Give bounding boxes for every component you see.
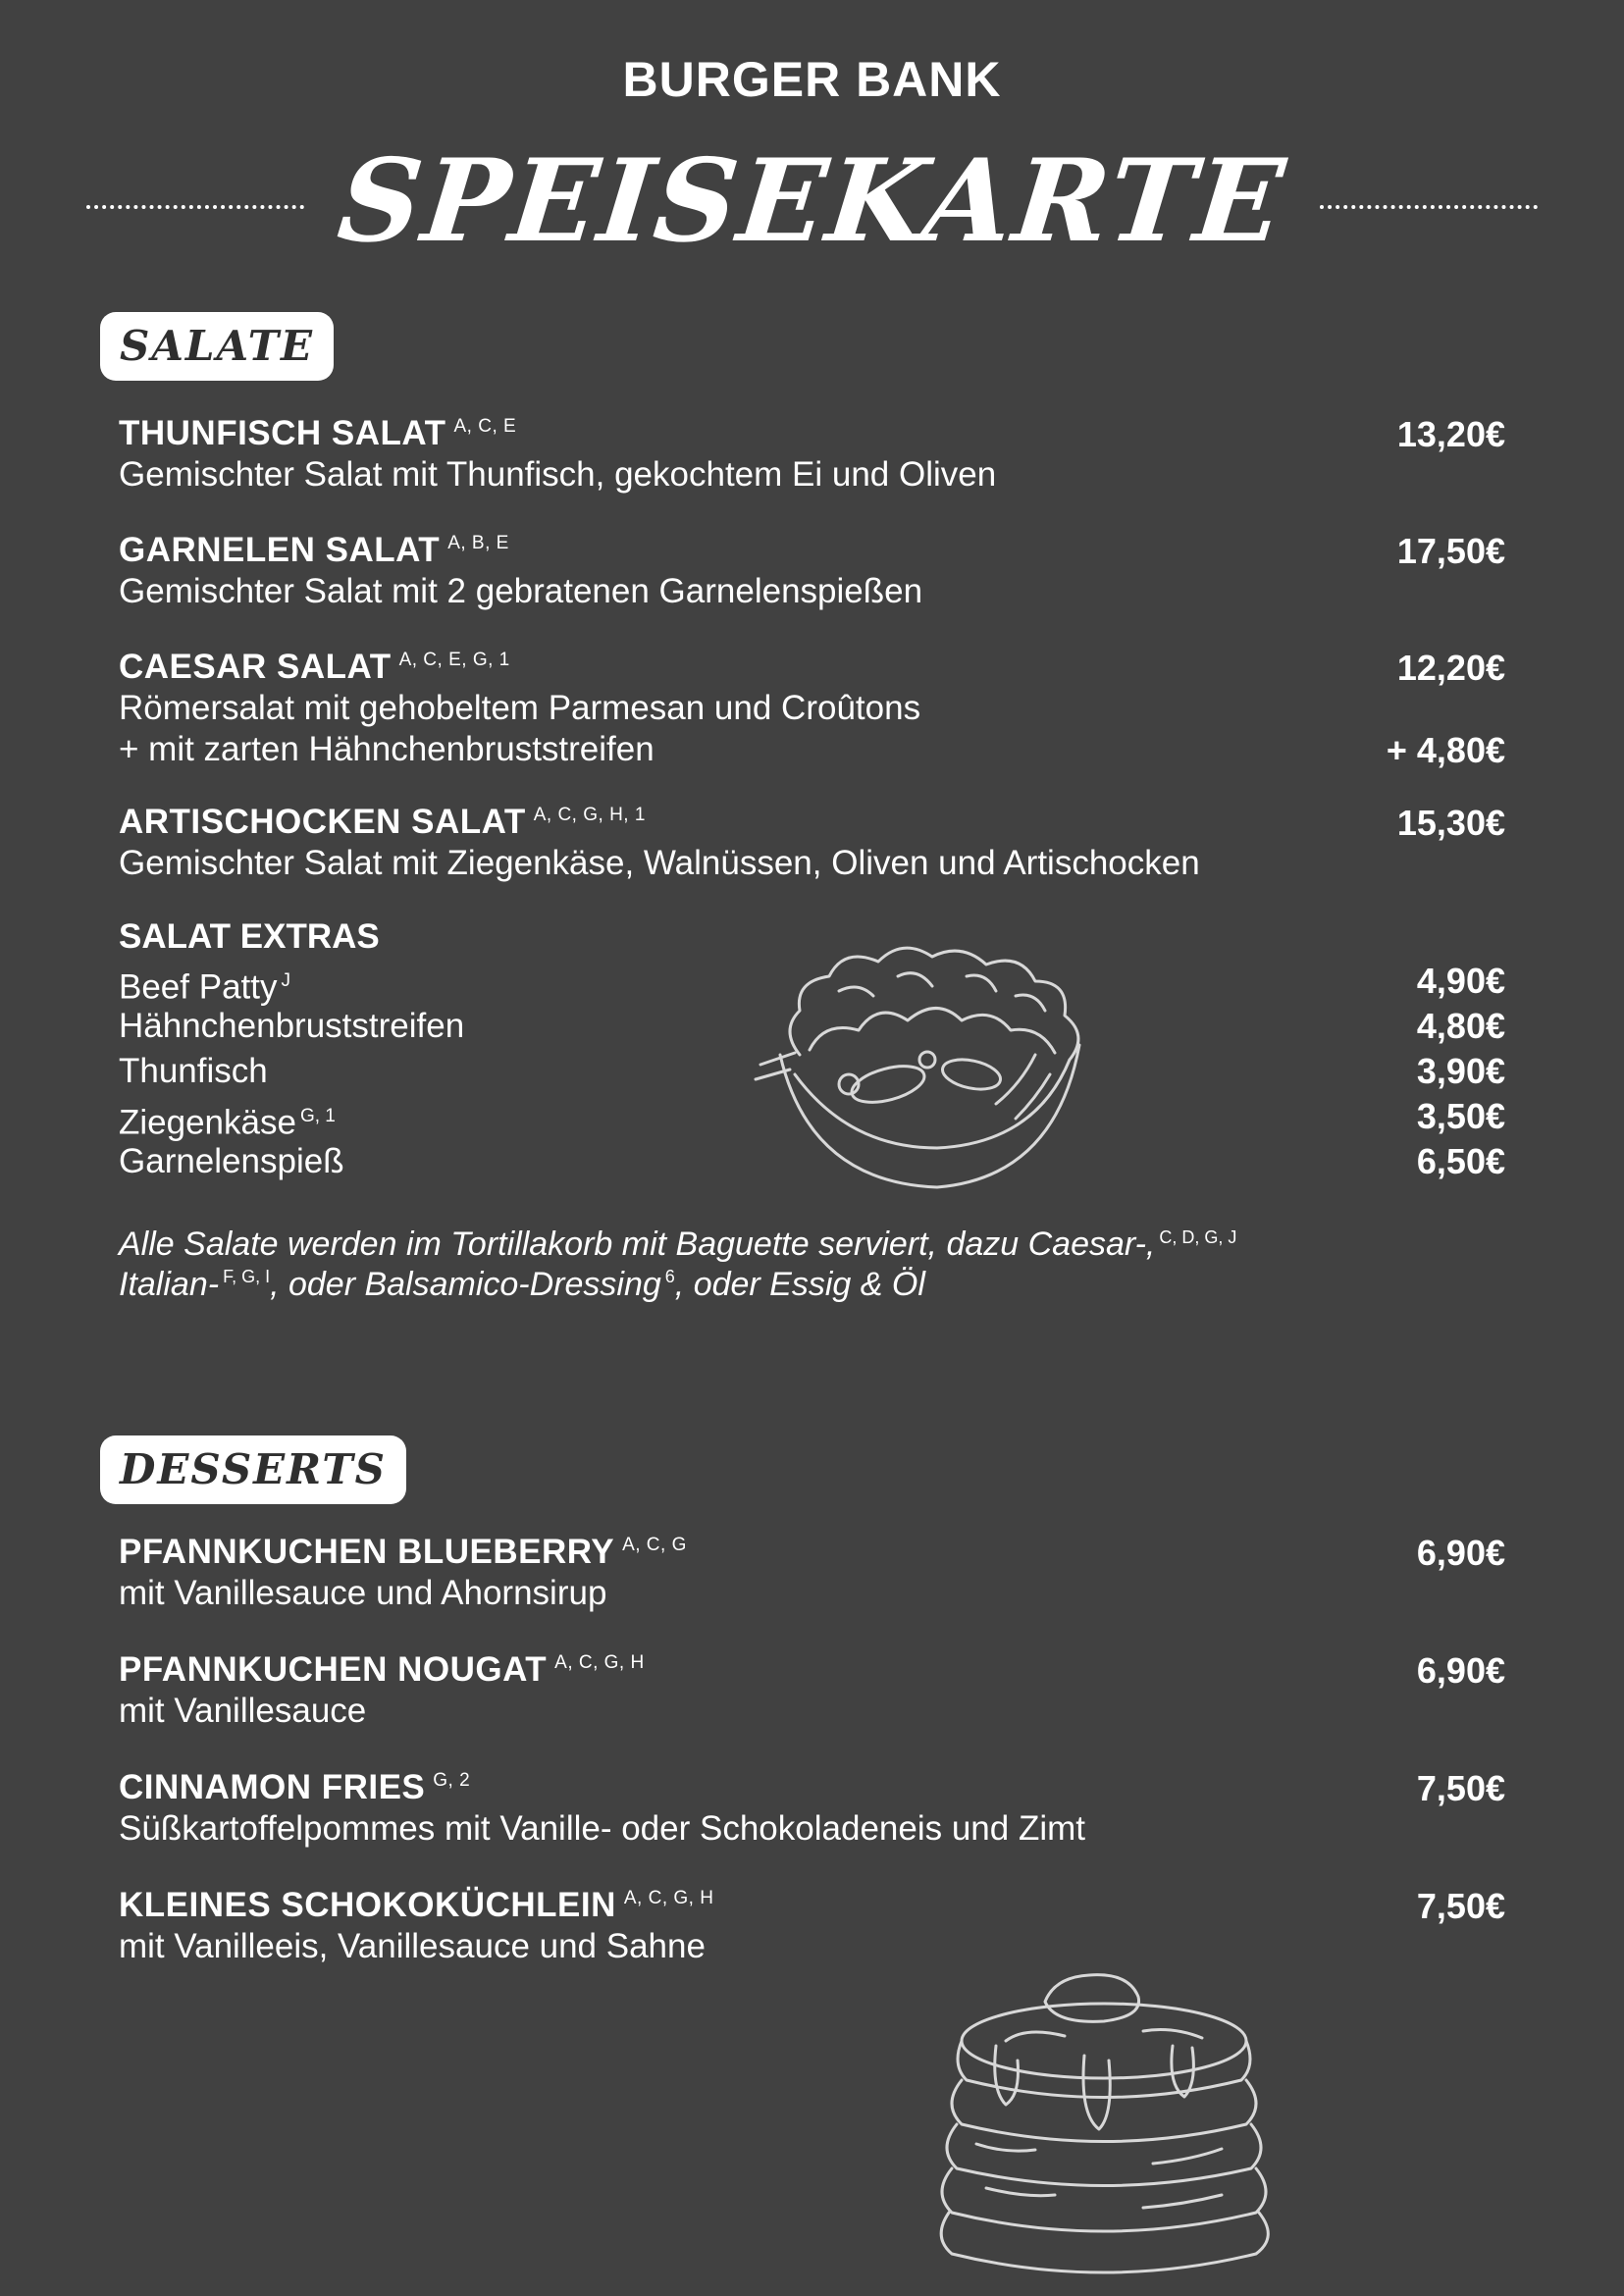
allergen-codes: C, D, G, J: [1159, 1226, 1237, 1247]
item-name: CAESAR SALAT: [119, 648, 392, 686]
extra-price: 4,90€: [1416, 961, 1505, 1001]
note-text: , oder Balsamico-Dressing: [270, 1265, 661, 1303]
extra-price: 4,80€: [1416, 1006, 1505, 1046]
item-price: 15,30€: [1396, 803, 1505, 843]
title-row: [86, 134, 1538, 268]
menu-item: [119, 1768, 1505, 1849]
note-text: Alle Salate werden im Tortillakorb mit Baguette serviert, dazu Caesar-,: [119, 1226, 1156, 1263]
extra-name: Ziegenkäse: [119, 1103, 296, 1142]
allergen-codes: G, 1: [299, 1106, 336, 1126]
salad-bowl-icon: [741, 937, 1104, 1192]
item-description: Gemischter Salat mit 2 gebratenen Garnelenspießen: [119, 572, 923, 610]
item-name: CINNAMON FRIES: [119, 1768, 426, 1806]
allergen-codes: A, C, G: [622, 1535, 687, 1556]
addon-price: + 4,80€: [1386, 730, 1505, 771]
brand-name: BURGER BANK: [622, 52, 1002, 107]
extra-name: Thunfisch: [119, 1052, 268, 1090]
item-description: Römersalat mit gehobeltem Parmesan und Croûtons: [119, 689, 921, 727]
title-divider-left: [86, 205, 304, 209]
item-name: PFANNKUCHEN NOUGAT: [119, 1650, 548, 1689]
menu-item: [119, 414, 1505, 495]
pancake-stack-icon: [908, 1967, 1300, 2286]
extra-price: 6,50€: [1416, 1141, 1505, 1181]
menu-item: [119, 1650, 1505, 1731]
item-description: mit Vanillesauce und Ahornsirup: [119, 1574, 607, 1612]
item-price: 6,90€: [1416, 1533, 1505, 1573]
item-price: 12,20€: [1396, 648, 1505, 688]
item-name: KLEINES SCHOKOKÜCHLEIN: [119, 1886, 616, 1924]
extra-name: Beef Patty: [119, 967, 278, 1007]
section-badge-desserts: DESSERTS: [100, 1435, 406, 1504]
item-name: GARNELEN SALAT: [119, 531, 441, 569]
item-name: ARTISCHOCKEN SALAT: [119, 803, 526, 841]
note-text: Italian-: [119, 1265, 220, 1303]
extra-name: Garnelenspieß: [119, 1142, 344, 1180]
allergen-codes: A, C, G, H: [554, 1652, 645, 1674]
section-badge-salate: SALATE: [100, 312, 334, 381]
item-description: Süßkartoffelpommes mit Vanille- oder Schokoladeneis und Zimt: [119, 1809, 1085, 1848]
extra-name: Hähnchenbruststreifen: [119, 1007, 465, 1045]
allergen-codes: G, 2: [433, 1770, 471, 1792]
item-description: Gemischter Salat mit Ziegenkäse, Walnüssen, Oliven und Artischocken: [119, 844, 1200, 882]
allergen-codes: A, C, G, H: [623, 1888, 714, 1909]
item-price: 7,50€: [1416, 1768, 1505, 1808]
menu-item: [119, 531, 1505, 611]
note-text: , oder Essig & Öl: [674, 1265, 925, 1303]
extras-title: SALAT EXTRAS: [119, 917, 380, 956]
allergen-codes: F, G, I: [223, 1267, 271, 1287]
menu-item: [119, 803, 1505, 883]
menu-item: [119, 1533, 1505, 1613]
addon-description: + mit zarten Hähnchenbruststreifen: [119, 730, 655, 769]
item-addon: [119, 730, 1505, 769]
allergen-codes: 6: [664, 1267, 675, 1287]
item-description: mit Vanilleeis, Vanillesauce und Sahne: [119, 1927, 706, 1965]
item-description: mit Vanillesauce: [119, 1692, 367, 1730]
allergen-codes: A, C, E, G, 1: [398, 650, 510, 671]
menu-item: [119, 648, 1505, 770]
extra-price: 3,50€: [1416, 1096, 1505, 1136]
extra-price: 3,90€: [1416, 1051, 1505, 1091]
menu-item: [119, 1886, 1505, 1966]
dressing-note: [119, 1225, 1408, 1305]
item-price: 17,50€: [1396, 531, 1505, 571]
allergen-codes: A, B, E: [447, 533, 509, 554]
item-description: Gemischter Salat mit Thunfisch, gekochtem Ei und Oliven: [119, 455, 997, 494]
item-price: 7,50€: [1416, 1886, 1505, 1926]
page-title: SPEISEKARTE: [332, 134, 1292, 268]
item-price: 13,20€: [1396, 414, 1505, 454]
title-divider-right: [1320, 205, 1538, 209]
item-name: THUNFISCH SALAT: [119, 414, 446, 452]
allergen-codes: J: [281, 970, 290, 991]
allergen-codes: A, C, G, H, 1: [533, 805, 646, 826]
allergen-codes: A, C, E: [453, 416, 517, 438]
item-name: PFANNKUCHEN BLUEBERRY: [119, 1533, 615, 1571]
item-price: 6,90€: [1416, 1650, 1505, 1691]
